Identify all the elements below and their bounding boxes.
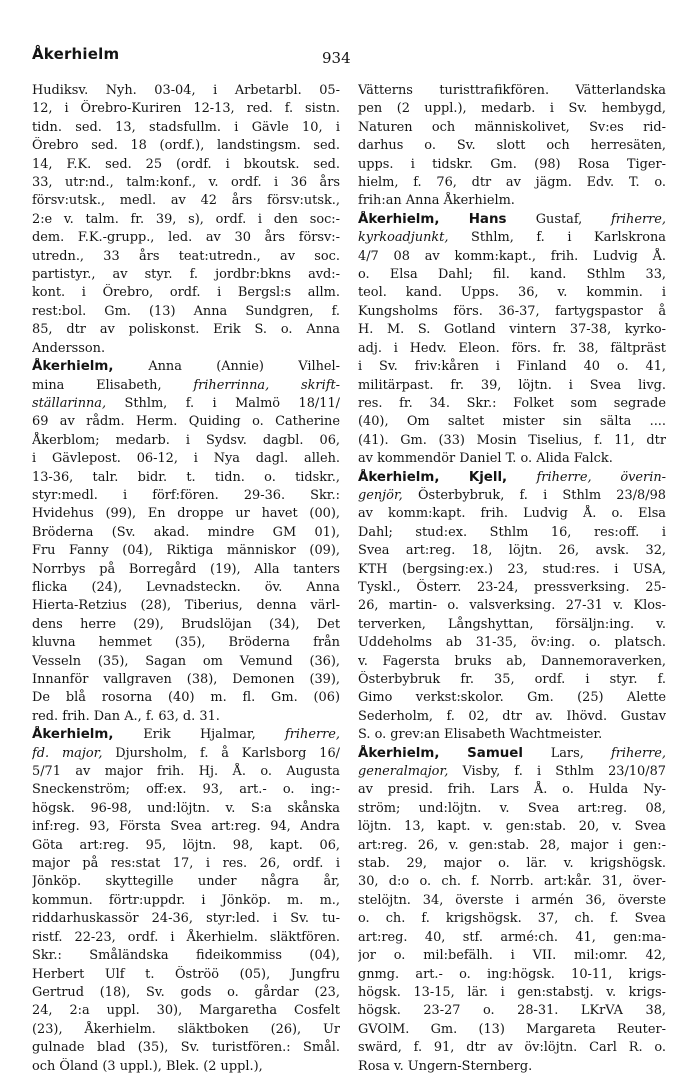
text-line — [358, 395, 666, 413]
text-line — [358, 708, 666, 726]
line-text: styr:medl. i förf:fören. 29-36. Skr.: — [32, 487, 340, 503]
line-text: militärpast. fr. 39, löjtn. i Svea livg. — [358, 377, 666, 393]
text-line — [32, 432, 340, 450]
line-text: Jönköp. skyttegille under några år, — [32, 874, 340, 890]
text-line — [32, 82, 340, 100]
line-text: försv:utsk., medl. av 42 års försv:utsk., — [32, 193, 340, 209]
text-line — [358, 248, 666, 266]
line-text: Sneckenström; off:ex. 93, art.- o. ing:- — [32, 782, 340, 798]
text-line — [32, 248, 340, 266]
line-text: kont. i Örebro, ordf. i Bergsl:s allm. — [32, 285, 340, 301]
text-line — [358, 192, 666, 210]
line-text: gulnade blad (35), Sv. turistfören.: Smål. — [32, 1040, 340, 1056]
text-line — [32, 745, 340, 763]
line-text: Gimo verkst:skolor. Gm. (25) Alette — [358, 690, 666, 706]
line-text: Svea art:reg. 18, löjtn. 26, avsk. 32, — [358, 543, 666, 559]
text-line — [32, 487, 340, 505]
line-text: Lars, — [550, 745, 611, 761]
entry-title-italic: genjör, — [358, 487, 418, 503]
line-text: i Gävlepost. 06-12, i Nya dagl. alleh. — [32, 451, 340, 467]
text-line — [358, 873, 666, 891]
line-text: 12, i Örebro-Kuriren 12-13, red. f. sistn. — [32, 101, 340, 117]
text-line — [32, 413, 340, 431]
line-text: flicka (24), Levnadsteckn. öv. Anna — [32, 579, 340, 595]
line-text: 33, utr:nd., talm:konf., v. ordf. i 36 års — [32, 175, 340, 191]
text-line — [32, 597, 340, 615]
line-text: Anna (Annie) Vilhel- — [148, 359, 340, 375]
text-line — [32, 505, 340, 523]
line-text: partistyr., av styr. f. jordbr:bkns avd:- — [32, 267, 340, 283]
line-text: högsk. 13-15, lär. i gen:stabstj. v. krigs- — [358, 984, 666, 1000]
text-line — [32, 395, 340, 413]
line-text: Herbert Ulf t. Öströö (05), Jungfru — [32, 966, 340, 982]
line-text: adj. i Hedv. Eleon. förs. fr. 38, fältpräst — [358, 340, 666, 356]
line-text: KTH (bergsing:ex.) 23, stud:res. i USA, — [358, 561, 666, 577]
line-text: 69 av rådm. Herm. Quiding o. Catherine — [32, 414, 340, 430]
text-line — [32, 800, 340, 818]
text-line — [32, 1039, 340, 1057]
line-text: gnmg. art.- o. ing:högsk. 10-11, krigs- — [358, 966, 666, 982]
text-line — [32, 174, 340, 192]
text-line — [32, 910, 340, 928]
entry-headword: Åkerhielm, — [32, 359, 149, 375]
text-line — [32, 100, 340, 118]
text-line — [32, 984, 340, 1002]
text-line — [32, 837, 340, 855]
text-line — [358, 634, 666, 652]
line-text: 4/7 08 av komm:kapt., frih. Ludvig Å. — [358, 248, 666, 264]
text-line — [358, 469, 666, 487]
line-text: Sederholm, f. 02, dtr av. Ihövd. Gustav — [358, 708, 666, 724]
text-line — [32, 303, 340, 321]
text-line — [32, 579, 340, 597]
line-text: Tyskl., Österr. 23-24, pressverksing. 25- — [358, 579, 666, 595]
line-text: Göta art:reg. 95, löjtn. 98, kapt. 06, — [32, 837, 340, 853]
text-line — [32, 229, 340, 247]
line-text: Erik Hjalmar, — [143, 727, 285, 743]
text-line — [358, 929, 666, 947]
line-text: Örebro sed. 18 (ordf.), landstingsm. sed. — [32, 138, 340, 154]
text-line — [358, 100, 666, 118]
text-line — [32, 671, 340, 689]
right-column — [358, 82, 666, 1076]
text-line — [358, 450, 666, 468]
line-text: dens herre (29), Brudslöjan (34), Det — [32, 616, 340, 632]
line-text: Fru Fanny (04), Riktiga människor (09), — [32, 543, 340, 559]
line-text: Uddeholms ab 31-35, öv:ing. o. platsch. — [358, 635, 666, 651]
text-line — [358, 321, 666, 339]
line-text: 13-36, talr. bidr. t. tidn. o. tidskr., — [32, 469, 340, 485]
line-text: Gustaf, — [535, 211, 611, 227]
line-text: Kungsholms förs. 36-37, fartygspastor å — [358, 303, 666, 319]
text-line — [32, 781, 340, 799]
entry-title-italic: friherre, — [610, 211, 666, 227]
line-text: H. M. S. Gotland vintern 37-38, kyrko- — [358, 322, 666, 338]
line-text: högsk. 96-98, und:löjtn. v. S:a skånska — [32, 800, 340, 816]
entry-title-italic: friherre, — [610, 745, 666, 761]
entry-headword: Åkerhielm, Samuel — [358, 745, 551, 761]
text-line — [358, 837, 666, 855]
text-line — [32, 873, 340, 891]
text-line — [358, 616, 666, 634]
text-line — [32, 137, 340, 155]
text-line — [32, 542, 340, 560]
line-text: inf:reg. 93, Första Svea art:reg. 94, Andra — [32, 819, 340, 835]
entry-title-italic: ställarinna, — [32, 395, 125, 411]
text-line — [358, 137, 666, 155]
text-line — [358, 487, 666, 505]
text-line — [32, 689, 340, 707]
line-text: ristf. 22-23, ordf. i Åkerhielm. släktfören. — [32, 929, 340, 945]
line-text: Dahl; stud:ex. Sthlm 16, res:off. i — [358, 524, 666, 540]
line-text: GVOlM. Gm. (13) Margareta Reuter- — [358, 1021, 666, 1037]
line-text: major på res:stat 17, i res. 26, ordf. i — [32, 856, 340, 872]
line-text: Visby, f. i Sthlm 23/10/87 — [462, 764, 666, 780]
text-line — [358, 413, 666, 431]
line-text: 2:e v. talm. fr. 39, s), ordf. i den soc:- — [32, 211, 340, 227]
line-text: ström; und:löjtn. v. Svea art:reg. 08, — [358, 800, 666, 816]
text-line — [358, 818, 666, 836]
line-text: (41). Gm. (33) Mosin Tiselius, f. 11, dtr — [358, 432, 666, 448]
line-text: löjtn. 13, kapt. v. gen:stab. 20, v. Svea — [358, 819, 666, 835]
text-line — [358, 524, 666, 542]
line-text: riddarhuskassör 24-36, styr:led. i Sv. tu- — [32, 911, 340, 927]
text-line — [358, 800, 666, 818]
line-text: Sthlm, f. i Malmö 18/11/ — [124, 395, 340, 411]
line-text: Hierta-Retzius (28), Tiberius, denna värl- — [32, 598, 340, 614]
entry-title-italic: friherre, — [284, 727, 340, 743]
text-line — [32, 524, 340, 542]
text-line — [358, 505, 666, 523]
entry-headword: Åkerhielm, Kjell, — [358, 469, 537, 485]
text-line — [32, 892, 340, 910]
line-text: stab. 29, major o. lär. v. krigshögsk. — [358, 856, 666, 872]
line-text: kluvna hemmet (35), Bröderna från — [32, 635, 340, 651]
text-line — [358, 1039, 666, 1057]
text-line — [358, 542, 666, 560]
text-line — [358, 966, 666, 984]
text-line — [32, 284, 340, 302]
text-line — [358, 597, 666, 615]
line-text: upps. i tidskr. Gm. (98) Rosa Tiger- — [358, 156, 666, 172]
text-line — [358, 82, 666, 100]
text-line — [32, 340, 340, 358]
line-text: De blå rosorna (40) m. fl. Gm. (06) — [32, 690, 340, 706]
line-text: 85, dtr av poliskonst. Erik S. o. Anna — [32, 322, 340, 338]
text-line — [32, 726, 340, 744]
line-text: Bröderna (Sv. akad. mindre GM 01), — [32, 524, 340, 540]
line-text: Sthlm, f. i Karlskrona — [471, 230, 666, 246]
text-line — [358, 266, 666, 284]
line-text: 24, 2:a uppl. 30), Margaretha Cosfelt — [32, 1003, 340, 1019]
text-line — [358, 358, 666, 376]
line-text: dem. F.K.-grupp., led. av 30 års försv:- — [32, 230, 340, 246]
text-line — [32, 1002, 340, 1020]
line-text: av kommendör Daniel T. o. Alida Falck. — [358, 451, 613, 467]
line-text: teol. kand. Upps. 36, v. kommin. i — [358, 285, 666, 301]
text-line — [32, 929, 340, 947]
text-line — [358, 947, 666, 965]
line-text: swärd, f. 91, dtr av öv:löjtn. Carl R. o. — [358, 1040, 666, 1056]
text-line — [32, 855, 340, 873]
line-text: Åkerblom; medarb. i Sydsv. dagbl. 06, — [32, 432, 340, 448]
text-line — [358, 1058, 666, 1076]
line-text: och Öland (3 uppl.), Blek. (2 uppl.), — [32, 1058, 263, 1074]
text-line — [358, 855, 666, 873]
text-line — [32, 1021, 340, 1039]
line-text: Österbybruk fr. 35, ordf. i styr. f. — [358, 672, 666, 687]
entry-title-italic: generalmajor, — [358, 764, 463, 780]
text-line — [32, 634, 340, 652]
text-line — [358, 892, 666, 910]
line-text: red. frih. Dan A., f. 63, d. 31. — [32, 708, 220, 724]
text-line — [32, 156, 340, 174]
line-text: rest:bol. Gm. (13) Anna Sundgren, f. — [32, 303, 340, 319]
text-line — [358, 781, 666, 799]
line-text: pen (2 uppl.), medarb. i Sv. hembygd, — [358, 101, 666, 117]
line-text: 14, F.K. sed. 25 (ordf. i bkoutsk. sed. — [32, 156, 340, 172]
text-line — [32, 211, 340, 229]
entry-title-italic: friherre, överin- — [536, 469, 666, 485]
entry-title-italic: friherrinna, skrift- — [193, 377, 340, 393]
line-text: Hudiksv. Nyh. 03-04, i Arbetarbl. 05- — [32, 83, 340, 98]
line-text: v. Fagersta bruks ab, Dannemoraverken, — [358, 653, 666, 669]
line-text: tidn. sed. 13, stadsfullm. i Gävle 10, i — [32, 119, 340, 135]
text-line — [358, 303, 666, 321]
left-column — [32, 82, 340, 1076]
text-line — [32, 192, 340, 210]
text-line — [358, 561, 666, 579]
entry-headword: Åkerhielm, — [32, 727, 144, 743]
text-line — [358, 763, 666, 781]
text-line — [358, 229, 666, 247]
line-text: art:reg. 40, stf. armé:ch. 41, gen:ma- — [358, 929, 666, 945]
text-line — [32, 966, 340, 984]
text-line — [358, 671, 666, 689]
line-text: art:reg. 26, v. gen:stab. 28, major i gen:- — [358, 837, 666, 853]
entry-title-italic: kyrkoadjunkt, — [358, 230, 472, 246]
line-text: 26, martin- o. valsverksing. 27-31 v. Klos- — [358, 598, 666, 614]
text-line — [358, 377, 666, 395]
line-text: Naturen och människolivet, Sv:es rid- — [358, 119, 666, 135]
line-text: darhus o. Sv. slott och herresäten, — [358, 138, 666, 154]
line-text: utredn., 33 års teat:utredn., av soc. — [32, 248, 340, 264]
text-line — [32, 818, 340, 836]
text-line — [32, 561, 340, 579]
line-text: Vesseln (35), Sagan om Vemund (36), — [32, 653, 340, 669]
text-line — [32, 947, 340, 965]
line-text: Vätterns turisttrafikfören. Vätterlandska — [358, 83, 666, 98]
text-line — [32, 1058, 340, 1076]
line-text: Innanför vallgraven (38), Demonen (39), — [32, 672, 340, 687]
text-line — [32, 653, 340, 671]
line-text: terverken, Långshyttan, försäljn:ing. v. — [358, 616, 666, 632]
text-line — [358, 156, 666, 174]
text-line — [32, 450, 340, 468]
line-text: Djursholm, f. å Karlsborg 16/ — [115, 745, 340, 761]
line-text: o. ch. f. krigshögsk. 37, ch. f. Svea — [358, 911, 666, 927]
text-line — [358, 119, 666, 137]
line-text: kommun. förtr:uppdr. i Jönköp. m. m., — [32, 892, 340, 908]
line-text: av presid. frih. Lars Å. o. Hulda Ny- — [358, 782, 666, 798]
line-text: (40), Om saltet mister sin sälta .... — [358, 414, 666, 430]
line-text: högsk. 23-27 o. 28-31. LKrVA 38, — [358, 1003, 666, 1019]
line-text: Norrbys på Borregård (19), Alla tanters — [32, 561, 340, 577]
page-number: 934 — [322, 49, 351, 67]
entry-title-italic: fd. major, — [32, 745, 116, 761]
line-text: res. fr. 34. Skr.: Folket som segrade — [358, 395, 666, 411]
text-line — [32, 321, 340, 339]
line-text: hielm, f. 76, dtr av jägm. Edv. T. o. — [358, 175, 666, 191]
line-text: mina Elisabeth, — [32, 377, 194, 393]
line-text: o. Elsa Dahl; fil. kand. Sthlm 33, — [358, 267, 666, 283]
text-line — [32, 119, 340, 137]
text-line — [32, 377, 340, 395]
line-text: Skr.: Småländska fideikommiss (04), — [32, 948, 340, 964]
text-line — [358, 984, 666, 1002]
line-text: Hvidehus (99), En droppe ur havet (00), — [32, 506, 340, 522]
line-text: (23), Åkerhielm. släktboken (26), Ur — [32, 1021, 340, 1037]
line-text: av komm:kapt. frih. Ludvig Å. o. Elsa — [358, 506, 666, 522]
line-text: stelöjtn. 34, överste i armén 36, överste — [358, 892, 666, 908]
line-text: Gertrud (18), Sv. gods o. gårdar (23, — [32, 984, 340, 1000]
line-text: Österbybruk, f. i Sthlm 23/8/98 — [417, 487, 666, 503]
text-line — [358, 579, 666, 597]
line-text: 30, d:o o. ch. f. Norrb. art:kår. 31, över- — [358, 874, 666, 890]
text-line — [32, 616, 340, 634]
text-line — [32, 358, 340, 376]
line-text: i Sv. friv:kåren i Finland 40 o. 41, — [358, 359, 666, 375]
text-line — [32, 266, 340, 284]
text-line — [358, 432, 666, 450]
text-line — [358, 174, 666, 192]
text-line — [358, 340, 666, 358]
text-line — [358, 1002, 666, 1020]
text-line — [32, 708, 340, 726]
text-line — [358, 910, 666, 928]
text-line — [32, 763, 340, 781]
entry-headword: Åkerhielm, Hans — [358, 211, 536, 227]
text-line — [358, 689, 666, 707]
text-line — [358, 1021, 666, 1039]
text-line — [32, 469, 340, 487]
running-head: Åkerhielm — [32, 45, 120, 63]
text-line — [358, 284, 666, 302]
line-text: S. o. grev:an Elisabeth Wachtmeister. — [358, 727, 603, 743]
text-line — [358, 653, 666, 671]
line-text: Rosa v. Ungern-Sternberg. — [358, 1058, 533, 1074]
line-text: 5/71 av major frih. Hj. Å. o. Augusta — [32, 764, 340, 780]
line-text: jor o. mil:befälh. i VII. mil:omr. 42, — [358, 948, 666, 964]
text-line — [358, 726, 666, 744]
text-line — [358, 211, 666, 229]
line-text: frih:an Anna Åkerhielm. — [358, 193, 515, 209]
line-text: Andersson. — [32, 340, 106, 356]
text-line — [358, 745, 666, 763]
